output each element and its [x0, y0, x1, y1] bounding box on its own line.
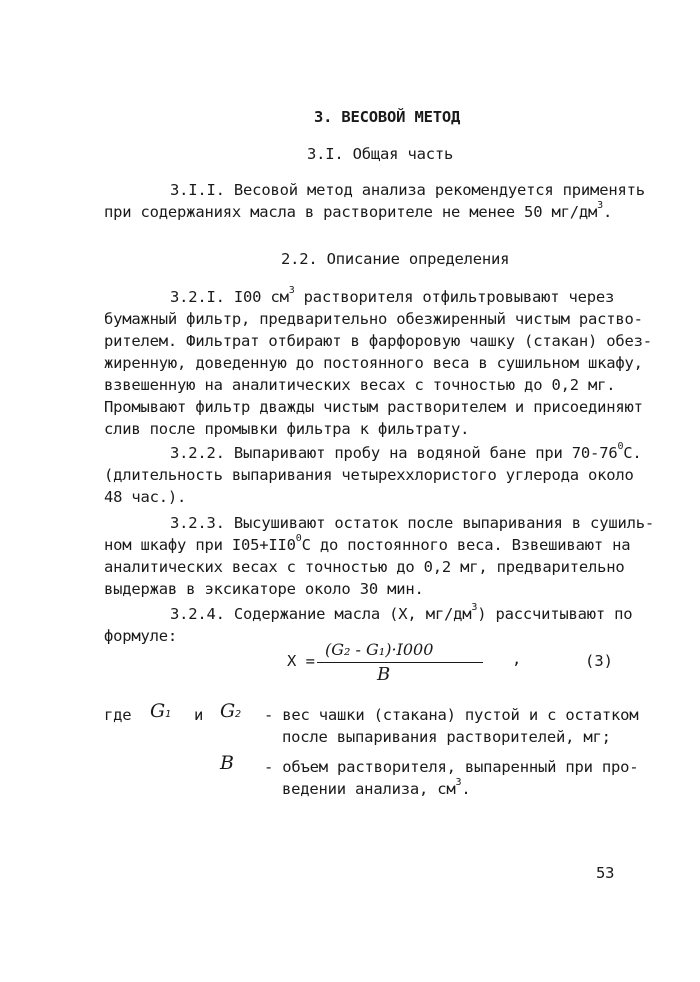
legend-b-description: - объем растворителя, выпаренный при про- — [264, 758, 639, 776]
paragraph-3-2-2-line: 3.2.2. Выпаривают пробу на водяной бане при $70-76^0С$. — [170, 441, 642, 462]
paragraph-3-2-1-line: бумажный фильтр, предварительно обезжиренный чистым раство- — [104, 310, 643, 328]
formula-denominator: B — [377, 664, 391, 685]
paragraph-3-1-1-line: при содержаниях масла в растворителе не менее 50 $мг/дм^3$. — [104, 200, 613, 221]
paragraph-3-2-1-line: 3.2.I. I00 $см^3$ растворителя отфильтровывают через — [170, 285, 615, 306]
subsection-description-title: 2.2. Описание определения — [281, 250, 510, 268]
legend-g-description: после выпаривания растворителей, мг; — [282, 728, 611, 746]
subsection-general-title: 3.I. Общая часть — [307, 145, 454, 163]
paragraph-3-2-2-line: (длительность выпаривания четыреххлористого углерода около — [104, 466, 634, 484]
legend-where: где — [104, 706, 132, 724]
paragraph-3-2-3-line: аналитических весах с точностью до 0,2 мг, предварительно — [104, 558, 625, 576]
formula-numerator: (G₂ - G₁)·I000 — [325, 640, 434, 659]
symbol-g2: G2 — [220, 700, 241, 722]
paragraph-3-2-2-line: 48 час.). — [104, 488, 187, 506]
paragraph-3-2-1-line: жиренную, доведенную до постоянного веса в сушильном шкафу, — [104, 354, 643, 372]
page-number: 53 — [596, 864, 615, 882]
paragraph-3-2-1-line: взвешенную на аналитических весах с точностью до 0,2 мг. — [104, 376, 616, 394]
paragraph-3-2-4-line: 3.2.4. Содержание масла (X, $мг/дм^3$) рассчитывают по — [170, 602, 633, 623]
paragraph-3-2-4-line: формуле: — [104, 627, 178, 645]
symbol-b: B — [220, 752, 234, 774]
legend-b-description: ведении анализа, $см^3$. — [282, 777, 471, 798]
paragraph-3-2-3-line: выдержав в эксикаторе около 30 мин. — [104, 580, 424, 598]
fraction-bar — [317, 662, 483, 663]
formula-lhs: X = — [287, 652, 315, 670]
symbol-g1: G1 — [150, 700, 171, 722]
paragraph-3-2-1-line: Промывают фильтр дважды чистым растворителем и присоединяют — [104, 398, 643, 416]
paragraph-3-1-1-line: 3.I.I. Весовой метод анализа рекомендуется применять — [170, 181, 645, 199]
paragraph-3-2-3-line: 3.2.3. Высушивают остаток после выпаривания в сушиль- — [170, 514, 654, 532]
formula-comma: , — [512, 650, 522, 668]
formula-number: (3) — [585, 652, 613, 670]
legend-g-description: - вес чашки (стакана) пустой и с остатком — [264, 706, 639, 724]
paragraph-3-2-3-line: ном шкафу при $I05+II0^0С$ до постоянного веса. Взвешивают на — [104, 533, 631, 554]
formula-3 — [287, 640, 617, 700]
legend-and: и — [194, 706, 204, 724]
paragraph-3-2-1-line: слив после промывки фильтра к фильтрату. — [104, 420, 470, 438]
section-title: 3. ВЕСОВОЙ МЕТОД — [314, 108, 461, 126]
paragraph-3-2-1-line: рителем. Фильтрат отбирают в фарфоровую чашку (стакан) обез- — [104, 332, 652, 350]
